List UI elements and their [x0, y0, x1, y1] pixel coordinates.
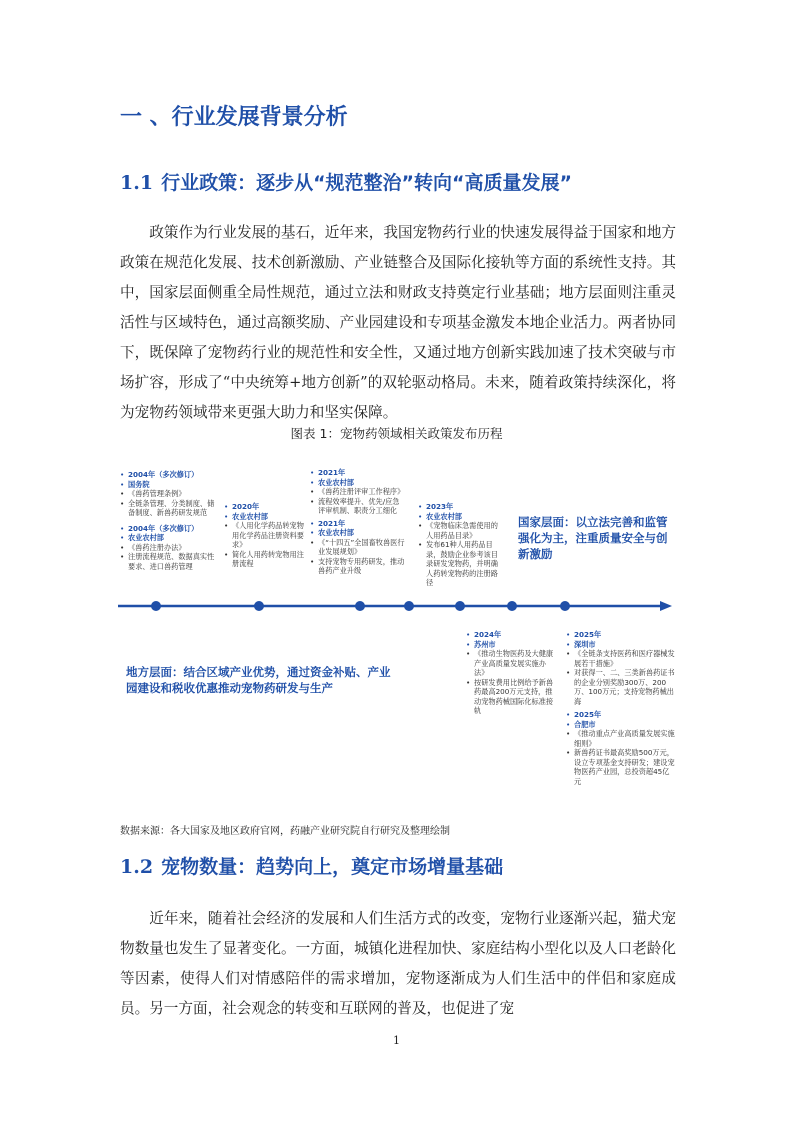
- timeline-axis: [118, 598, 672, 614]
- timeline-dot: [455, 601, 465, 611]
- entry-point: • 《兽药注册办法》: [120, 543, 220, 553]
- figure-title: 图表 1：宠物药领域相关政策发布历程: [290, 426, 503, 441]
- entry-agency: • 国务院: [120, 480, 220, 490]
- entry-agency: • 农业农村部: [310, 528, 405, 538]
- entry-year: • 2023年: [418, 502, 502, 512]
- entry-point: • 发布61种人用药品目录，鼓励企业参考该目录研发宠物药，并明确人药转宠物药的注册路径: [418, 540, 502, 588]
- subsection-number: 1.2: [120, 856, 154, 878]
- timeline-dot: [254, 601, 264, 611]
- timeline-entry-bottom: [566, 630, 676, 786]
- entry-agency: • 苏州市: [466, 640, 556, 650]
- entry-point: • 《“十四五”全国畜牧兽医行业发展规划》: [310, 538, 405, 557]
- timeline-dot: [404, 601, 414, 611]
- entry-year: • 2021年: [310, 468, 405, 478]
- entry-year: • 2004年（多次修订）: [120, 470, 220, 480]
- entry-point: • 《推动重点产业高质量发展实施细则》: [566, 729, 676, 748]
- page-number: 1: [393, 1034, 400, 1047]
- entry-point: • 《推动生物医药及大健康产业高质量发展实施办法》: [466, 649, 556, 678]
- entry-agency: • 合肥市: [566, 720, 676, 730]
- entry-point: • 新兽药证书最高奖励500万元，设立专项基金支持研发；建设宠物医药产业园，总投资超45亿元: [566, 748, 676, 786]
- entry-agency: • 农业农村部: [418, 512, 502, 522]
- timeline-arrow-icon: [660, 601, 672, 611]
- local-level-callout: 地方层面：结合区域产业优势，通过资金补贴、产业园建设和税收优惠推动宠物药研发与生产: [126, 665, 391, 695]
- entry-point: • 《兽药管理条例》: [120, 489, 220, 499]
- entry-point: • 《宠物临床急需使用的人用药品目录》: [418, 521, 502, 540]
- timeline-entry-top: [418, 502, 502, 588]
- entry-point: • 注册流程规范、数据真实性要求、进口兽药管理: [120, 552, 220, 571]
- entry-year: • 2024年: [466, 630, 556, 640]
- entry-point: • 按研发费用比例给予新兽药最高200万元支持，推动宠物药械国际化标准接轨: [466, 678, 556, 716]
- timeline-dot: [355, 601, 365, 611]
- entry-point: • 《全链条支持医药和医疗器械发展若干措施》: [566, 649, 676, 668]
- entry-agency: • 深圳市: [566, 640, 676, 650]
- entry-point: • 全链条管理、分类制度、储备制度、新兽药研发规范: [120, 499, 220, 518]
- timeline-dot: [507, 601, 517, 611]
- subsection-title-pet-count: [120, 852, 503, 879]
- entry-year: • 2025年: [566, 630, 676, 640]
- entry-point: • 简化人用药转宠物用注册流程: [224, 550, 304, 569]
- subsection-text: 行业政策：逐步从“规范整治”转向“高质量发展”: [161, 172, 573, 194]
- timeline-dot: [560, 601, 570, 611]
- figure-source-note: 数据来源：各大国家及地区政府官网，药融产业研究院自行研究及整理绘制: [120, 826, 450, 837]
- entry-year: • 2025年: [566, 710, 676, 720]
- entry-point: • 对获得一、二、三类新兽药证书的企业分别奖励300万、200万、100万元；支持宠物药械出海: [566, 668, 676, 706]
- policy-paragraph: 政策作为行业发展的基石，近年来，我国宠物药行业的快速发展得益于国家和地方政策在规范化发展、技术创新激励、产业链整合及国际化接轨等方面的系统性支持。其中，国家层面侧重全局性规范，通过立法和财政支持奠定行业基础；地方层面则注重灵活性与区域特色，通过高额奖励、产业园建设和专项基金激发本地企业活力。两者协同下，既保障了宠物药行业的规范性和安全性，又通过地方创新实践加速了技术突破与市场扩容，形成了“中央统筹+地方创新”的双轮驱动格局。未来，随着政策持续深化，将为宠物药领域带来更强大助力和坚实保障。: [120, 224, 676, 421]
- subsection-text: 宠物数量：趋势向上，奠定市场增量基础: [161, 856, 504, 878]
- timeline-dot: [151, 601, 161, 611]
- pet-count-paragraph: 近年来，随着社会经济的发展和人们生活方式的改变，宠物行业逐渐兴起，猫犬宠物数量也发生了显著变化。一方面，城镇化进程加快、家庭结构小型化以及人口老龄化等因素，使得人们对情感陪伴的需求增加，宠物逐渐成为人们生活中的伴侣和家庭成员。另一方面，社会观念的转变和互联网的普及，也促进了宠: [120, 910, 676, 1017]
- timeline-entry-top: [120, 470, 220, 571]
- entry-point: • 《人用化学药品转宠物用化学药品注册资料要求》: [224, 521, 304, 550]
- subsection-title-policy: [120, 168, 572, 195]
- subsection-number: 1.1: [120, 172, 154, 194]
- entry-agency: • 农业农村部: [224, 512, 304, 522]
- entry-point: • 支持宠物专用药研发，推动兽药产业升级: [310, 557, 405, 576]
- entry-year: • 2020年: [224, 502, 304, 512]
- entry-point: • 《兽药注册评审工作程序》: [310, 487, 405, 497]
- timeline-entry-top: [224, 502, 304, 569]
- timeline-entry-top: [310, 468, 405, 576]
- entry-year: • 2021年: [310, 519, 405, 529]
- timeline-entry-bottom: [466, 630, 556, 716]
- entry-agency: • 农业农村部: [120, 533, 220, 543]
- entry-year: • 2004年（多次修订）: [120, 524, 220, 534]
- entry-agency: • 农业农村部: [310, 478, 405, 488]
- entry-point: • 流程效率提升、优先/应急评审机制、职责分工细化: [310, 497, 405, 516]
- national-level-callout: 国家层面：以立法完善和监管强化为主，注重质量安全与创新激励: [518, 515, 668, 561]
- section-title: 一 、行业发展背景分析: [120, 105, 348, 130]
